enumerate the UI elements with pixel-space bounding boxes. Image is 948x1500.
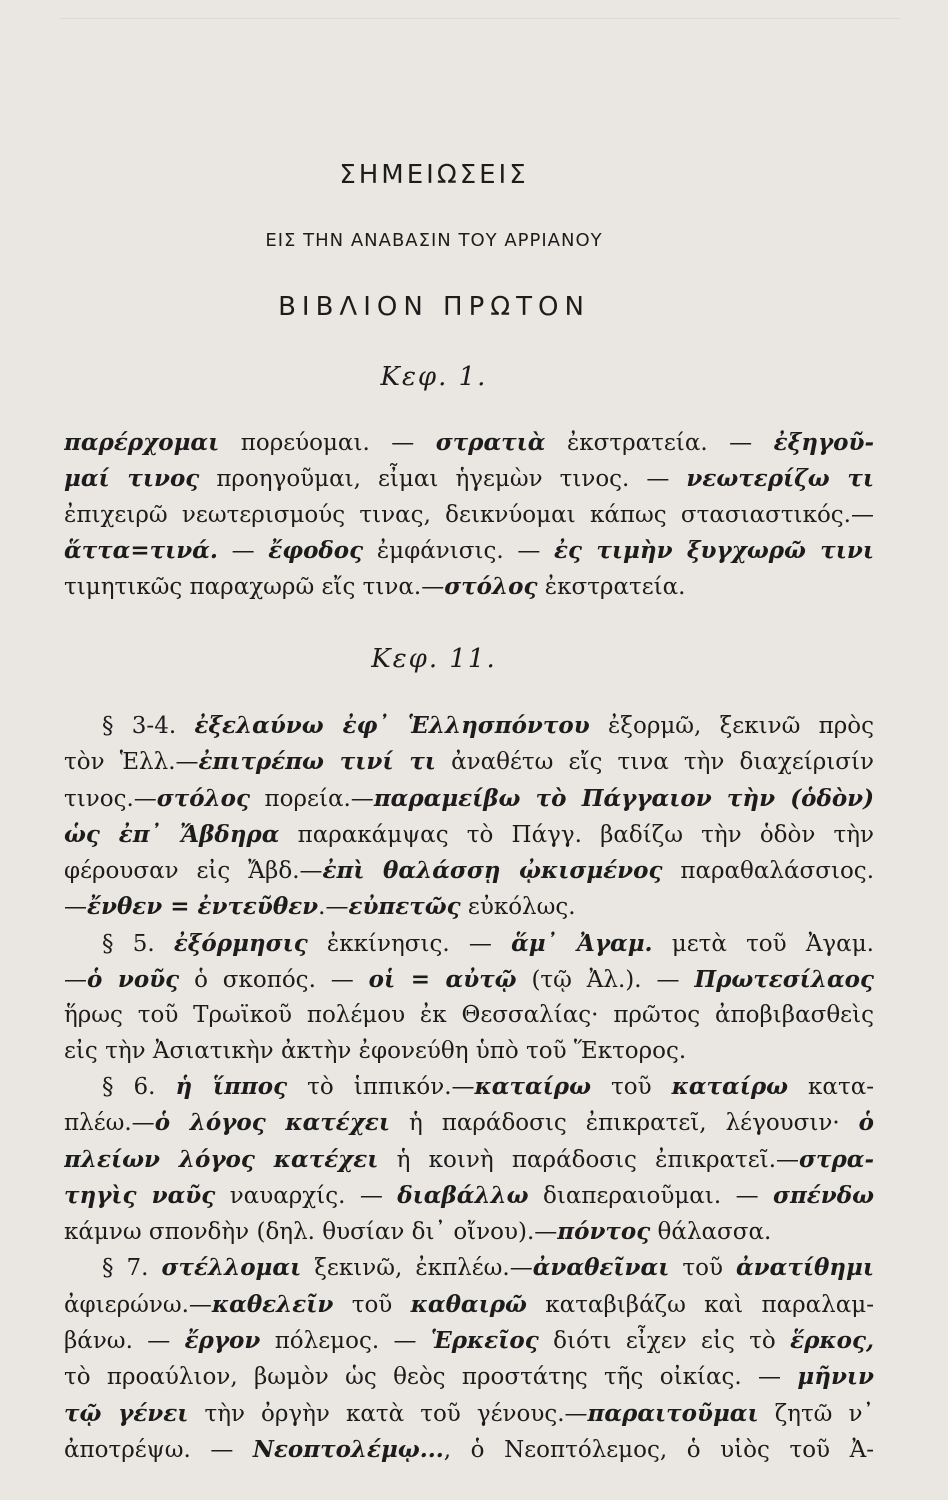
text-line [64, 1178, 874, 1214]
lemma-term: καθελεῖν [211, 1290, 334, 1318]
text-line [64, 708, 874, 744]
page-title: ΣΗΜΕΙΩΣΕΙΣ [339, 160, 529, 190]
text-line [64, 781, 874, 817]
bleed-through-shadow [60, 18, 900, 99]
gloss-text: τὸν Ἑλλ.— [64, 749, 199, 776]
chapter-1-notes [64, 425, 874, 605]
lemma-term: τῷ γένει [64, 1399, 189, 1427]
lemma-term: ἔνθεν = ἐντεῦθεν [87, 893, 319, 921]
gloss-text: τὸ ἱππικόν.— [287, 1073, 475, 1100]
text-line [64, 1287, 874, 1323]
gloss-text: πλέω.— [64, 1110, 155, 1137]
lemma-term: παρέρχομαι [64, 429, 220, 456]
gloss-text: § 6. [102, 1073, 176, 1100]
lemma-term: καταίρω [474, 1072, 591, 1100]
gloss-text: εἰς τὴν Ἀσιατικὴν ἀκτὴν ἐφονεύθη ὑπὸ τοῦ Ἕκτορος. [64, 1037, 687, 1064]
gloss-text: τινος.— [64, 785, 157, 812]
page-subtitle: ΕΙΣ ΤΗΝ ΑΝΑΒΑΣΙΝ ΤΟΥ ΑΡΡΙΑΝΟΥ [265, 230, 603, 251]
text-line [64, 1214, 874, 1250]
gloss-text: καταβιβάζω καὶ παραλαμ- [526, 1291, 874, 1318]
gloss-text: ἐμφάνισις. — [363, 537, 555, 564]
gloss-text: ἀποτρέψω. — [64, 1436, 253, 1463]
lemma-term: ἐς τιμὴν ξυγχωρῶ τινι [554, 536, 874, 564]
gloss-text: πόλεμος. — [260, 1328, 431, 1355]
lemma-term: πόντος [557, 1218, 651, 1246]
gloss-text: ναυαρχίς. — [215, 1182, 398, 1209]
lemma-term: στρατιὰ [435, 429, 546, 456]
gloss-text: φέρουσαν εἰς Ἄβδ.— [64, 858, 323, 885]
gloss-text: ἐκκίνησις. — [307, 930, 512, 957]
lemma-term: καθαιρῶ [410, 1290, 527, 1318]
lemma-term: στρα- [799, 1145, 874, 1173]
gloss-text: παραθαλάσσιος. [662, 858, 874, 885]
text-line [64, 461, 874, 497]
gloss-text: μετὰ τοῦ Ἀγαμ. [652, 930, 874, 957]
lemma-term: ἐξελαύνω ἐφ᾽ Ἑλλησπόντου [194, 712, 590, 739]
lemma-term: ἐξηγοῦ- [773, 429, 874, 456]
text-line [64, 498, 874, 533]
gloss-text: τοῦ [590, 1073, 672, 1100]
gloss-text: ζητῶ ν᾽ [758, 1400, 874, 1427]
gloss-text: προηγοῦμαι, εἶμαι ἡγεμὼν τινος. — [199, 466, 687, 493]
book-title: ΒΙΒΛΙΟΝ ΠΡΩΤΟΝ [278, 292, 590, 322]
lemma-term: καταίρω [671, 1072, 789, 1100]
gloss-text: τοῦ [669, 1255, 736, 1282]
lemma-term: μῆνιν [797, 1363, 874, 1391]
text-line [64, 1034, 874, 1069]
gloss-text: ἐκστρατεία. [537, 574, 686, 601]
lemma-term: ἅμ᾽ Ἀγαμ. [511, 929, 653, 957]
lemma-term: ἔφοδος [268, 536, 364, 564]
gloss-text: εὐκόλως. [460, 894, 576, 921]
gloss-text: ὁ σκοπός. — [179, 967, 369, 994]
gloss-text: — [217, 537, 269, 564]
lemma-term: Ἑρκεῖος [430, 1327, 539, 1355]
text-line [64, 926, 874, 962]
gloss-text: τιμητικῶς παραχωρῶ εἴς τινα.— [64, 574, 445, 601]
text-line [64, 962, 874, 998]
lemma-term: πλείων λόγος κατέχει [64, 1145, 379, 1173]
lemma-term: ἡ ἵππος [175, 1072, 288, 1100]
lemma-term: νεωτερίζω τι [686, 465, 874, 493]
gloss-text: ἐπιχειρῶ νεωτερισμούς τινας, δεικνύομαι κάπως στασιαστικός.— [64, 501, 874, 528]
lemma-term: μαί τινος [64, 465, 200, 493]
gloss-text: τὴν ὀργὴν κατὰ τοῦ γένους.— [188, 1400, 588, 1427]
lemma-term: οἱ = αὐτῷ [368, 966, 517, 994]
text-line [64, 1323, 874, 1359]
lemma-term: ἕρκος, [790, 1327, 874, 1355]
text-line [64, 889, 874, 925]
gloss-text: § 5. [102, 930, 174, 957]
lemma-term: ἀναθεῖναι [532, 1254, 670, 1282]
text-line [64, 1142, 874, 1178]
lemma-term: στόλος [156, 784, 251, 812]
lemma-term: ὁ λόγος κατέχει [154, 1109, 391, 1137]
lemma-term: Πρωτεσίλαος [694, 966, 874, 994]
gloss-text: θάλασσα. [650, 1219, 772, 1246]
gloss-text: ἀφιερώνω.— [64, 1291, 212, 1318]
text-line [64, 744, 874, 780]
gloss-text: ἐξορμῶ, ξεκινῶ πρὸς [589, 713, 874, 739]
lemma-term: παραμείβω τὸ Πάγγαιον τὴν (ὁδὸν) [373, 784, 874, 812]
lemma-term: σπένδω [773, 1181, 874, 1209]
lemma-term: εὐπετῶς [348, 893, 461, 921]
gloss-text: .— [318, 894, 349, 921]
text-line [64, 533, 874, 569]
lemma-term: διαβάλλω [397, 1181, 529, 1209]
lemma-term: ἐξόρμησις [173, 929, 308, 957]
text-line [64, 1359, 874, 1395]
lemma-term: ἀνατίθημι [735, 1254, 874, 1282]
chapter-heading-1: Κεφ. 1. [380, 362, 488, 392]
gloss-text: — [64, 894, 87, 921]
lemma-term: στόλος [444, 573, 538, 601]
text-line [64, 569, 874, 605]
gloss-text: πορεύομαι. — [219, 430, 436, 456]
gloss-text: — [64, 967, 87, 994]
gloss-text: κατα- [788, 1073, 874, 1100]
lemma-term: παραιτοῦμαι [587, 1399, 759, 1427]
gloss-text: πορεία.— [250, 785, 374, 812]
lemma-term: ἅττα=τινά. [64, 536, 218, 564]
text-line [64, 1069, 874, 1105]
lemma-term: ὁ [858, 1109, 874, 1137]
gloss-text: διότι εἶχεν εἰς τὸ [538, 1328, 791, 1355]
gloss-text: , ὁ Νεοπτόλεμος, ὁ υἱὸς τοῦ Ἀ- [443, 1436, 874, 1463]
gloss-text: παρακάμψας τὸ Πάγγ. βαδίζω τὴν ὁδὸν τὴν [279, 821, 874, 848]
text-line [64, 998, 874, 1033]
chapter-11-notes [64, 708, 874, 1468]
gloss-text: ἡ κοινὴ παράδοσις ἐπικρατεῖ.— [378, 1146, 800, 1173]
lemma-term: ὡς ἐπ᾽ Ἄβδηρα [64, 820, 280, 848]
lemma-term: ἔργον [184, 1327, 261, 1355]
lemma-term: ἐπὶ θαλάσσῃ ᾠκισμένος [322, 857, 663, 885]
text-line [64, 1396, 874, 1432]
text-line [64, 817, 874, 853]
gloss-text: ξεκινῶ, ἐκπλέω.— [301, 1255, 533, 1282]
text-line [64, 853, 874, 889]
gloss-text: (τῷ Ἀλ.). — [516, 967, 695, 994]
gloss-text: τοῦ [333, 1291, 411, 1318]
gloss-text: τὸ προαύλιον, βωμὸν ὡς θεὸς προστάτης τῆς οἰκίας. — [64, 1364, 798, 1391]
gloss-text: ἐκστρατεία. — [545, 430, 774, 456]
lemma-term: ὁ νοῦς [87, 966, 180, 994]
text-line [64, 1432, 874, 1468]
gloss-text: § 3-4. [102, 713, 195, 739]
text-line [64, 425, 874, 461]
gloss-text: ἡ παράδοσις ἐπικρατεῖ, λέγουσιν· [390, 1110, 859, 1137]
gloss-text: § 7. [102, 1255, 162, 1282]
gloss-text: κάμνω σπονδὴν (δηλ. θυσίαν δι᾽ οἴνου).— [64, 1219, 558, 1246]
gloss-text: διαπεραιοῦμαι. — [528, 1182, 773, 1209]
lemma-term: ἐπιτρέπω τινί τι [198, 748, 436, 776]
chapter-heading-11: Κεφ. 11. [371, 644, 497, 674]
lemma-term: στέλλομαι [161, 1254, 302, 1282]
lemma-term: Νεοπτολέμῳ... [252, 1435, 444, 1463]
gloss-text: βάνω. — [64, 1328, 185, 1355]
text-line [64, 1105, 874, 1141]
lemma-term: τηγὶς ναῦς [64, 1181, 216, 1209]
gloss-text: ἀναθέτω εἴς τινα τὴν διαχείρισίν [435, 749, 874, 776]
text-line [64, 1250, 874, 1286]
gloss-text: ἥρως τοῦ Τρωϊκοῦ πολέμου ἐκ Θεσσαλίας· πρῶτος ἀποβιβασθεὶς [64, 1002, 874, 1029]
